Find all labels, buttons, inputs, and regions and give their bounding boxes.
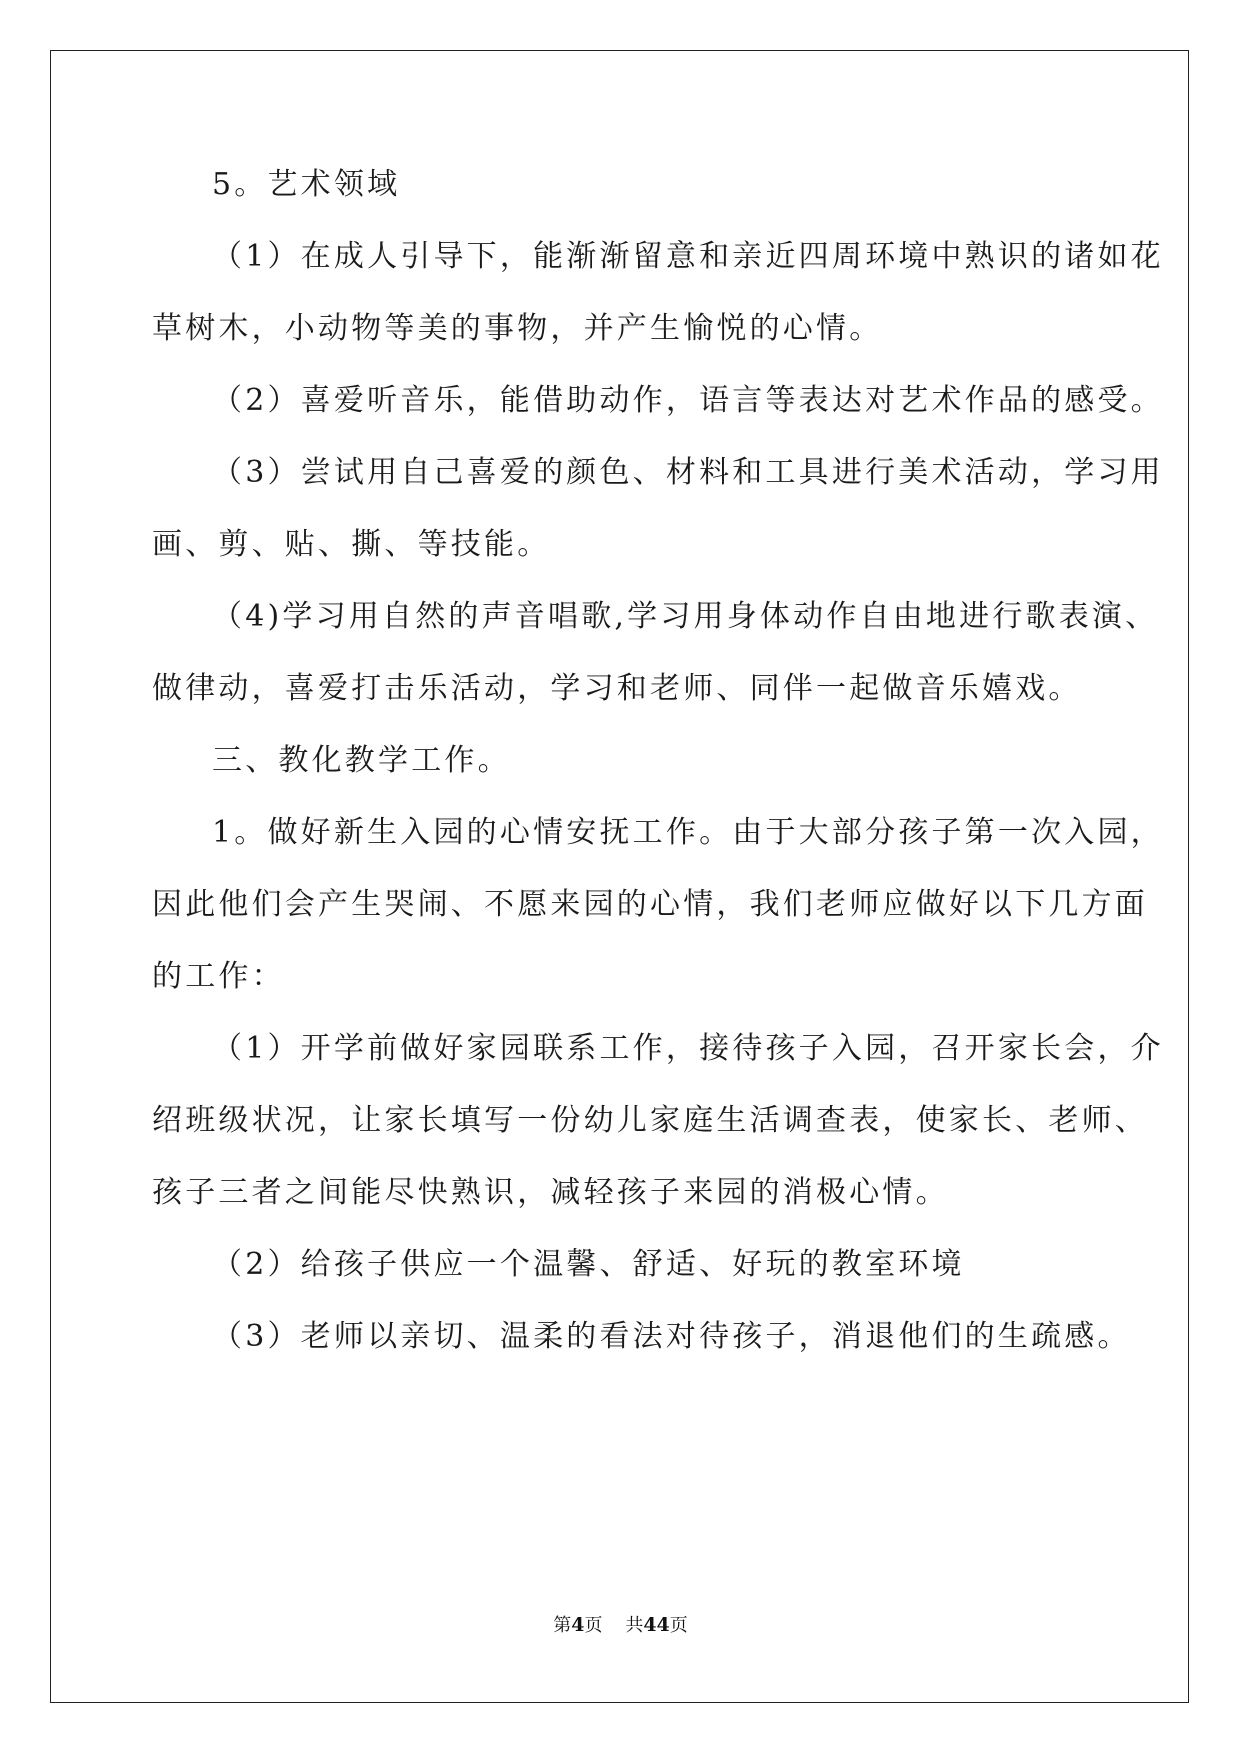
footer-total-suffix: 页 (669, 1615, 688, 1636)
heading-teaching-work: 三、教化教学工作。 (212, 743, 511, 778)
paragraph-line: （2）给孩子供应一个温馨、舒适、好玩的教室环境 (212, 1247, 965, 1282)
heading-art-domain: 5。艺术领域 (212, 167, 401, 202)
current-page-number: 4 (571, 1614, 585, 1636)
paragraph-line: （1）开学前做好家园联系工作，接待孩子入园，召开家长会，介 (212, 1031, 1164, 1066)
paragraph-line: 1。做好新生入园的心情安抚工作。由于大部分孩子第一次入园， (212, 815, 1164, 850)
page-footer (0, 1614, 1241, 1637)
footer-prefix: 第 (553, 1615, 572, 1636)
paragraph-line: 绍班级状况，让家长填写一份幼儿家庭生活调查表，使家长、老师、 (152, 1103, 1148, 1138)
paragraph-line: （1）在成人引导下，能渐渐留意和亲近四周环境中熟识的诸如花 (212, 239, 1164, 274)
paragraph-line: 画、剪、贴、撕、等技能。 (152, 527, 551, 562)
paragraph-line: 草树木，小动物等美的事物，并产生愉悦的心情。 (152, 311, 883, 346)
total-pages-number: 44 (643, 1614, 670, 1636)
footer-page-word: 页 (584, 1615, 603, 1636)
paragraph-line: 孩子三者之间能尽快熟识，减轻孩子来园的消极心情。 (152, 1175, 949, 1210)
paragraph-line: （4)学习用自然的声音唱歌,学习用身体动作自由地进行歌表演、 (212, 599, 1159, 634)
paragraph-line: （3）尝试用自己喜爱的颜色、材料和工具进行美术活动，学习用 (212, 455, 1164, 490)
footer-total-prefix: 共 (625, 1615, 644, 1636)
paragraph-line: （2）喜爱听音乐，能借助动作，语言等表达对艺术作品的感受。 (212, 383, 1164, 418)
paragraph-line: 因此他们会产生哭闹、不愿来园的心情，我们老师应做好以下几方面 (152, 887, 1148, 922)
paragraph-line: （3）老师以亲切、温柔的看法对待孩子，消退他们的生疏感。 (212, 1319, 1131, 1354)
paragraph-line: 的工作： (152, 959, 285, 994)
page-frame (50, 50, 1189, 1703)
paragraph-line: 做律动，喜爱打击乐活动，学习和老师、同伴一起做音乐嬉戏。 (152, 671, 1082, 706)
